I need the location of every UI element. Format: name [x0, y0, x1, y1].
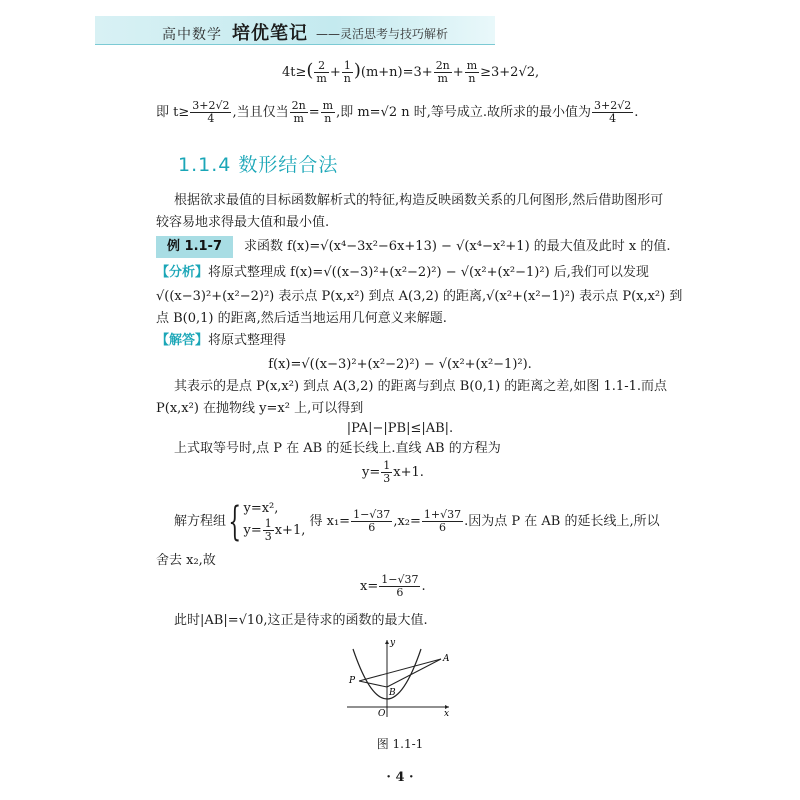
- intro-paragraph-line-1: 根据欲求最值的目标函数解析式的特征,构造反映函数关系的几何图形,然后借助图形可: [174, 193, 664, 208]
- solution-line-4: 舍去 x₂,故: [156, 553, 216, 568]
- fraction: $\frac{1+√37}{6}$: [423, 508, 462, 534]
- label-x: x: [444, 709, 450, 719]
- fraction: $\frac{m}{n}$: [322, 99, 334, 125]
- example-label: 例 1.1-7: [156, 236, 233, 258]
- formula-text: ≥3+2√2,: [480, 65, 540, 80]
- fraction: $\frac{3+2√2}{4}$: [192, 99, 230, 125]
- solution-equation-2: |PA|−|PB|≤|AB|.: [346, 421, 454, 436]
- page-number: · 4 ·: [386, 770, 414, 785]
- label-origin: O: [378, 709, 386, 719]
- figure-caption: 图 1.1-1: [376, 737, 424, 751]
- segment-AB: [387, 659, 441, 687]
- analysis-line-1: 【分析】将原式整理成 f(x)=√((x−3)²+(x²−2)²) − √(x²+(x²−1)²) 后,我们可以发现: [156, 265, 649, 280]
- segment-PB: [359, 681, 387, 687]
- solution-line-2: P(x,x²) 在抛物线 y=x² 上,可以得到: [156, 401, 364, 416]
- label-B: B: [389, 688, 396, 698]
- fraction: $\frac{1}{n}$: [343, 59, 351, 85]
- solution-line-3: 上式取等号时,点 P 在 AB 的延长线上.直线 AB 的方程为: [174, 441, 501, 456]
- segment-PA: [359, 659, 441, 681]
- solution-line-1: 其表示的是点 P(x,x²) 到点 A(3,2) 的距离与到点 B(0,1) 的距离之差,如图 1.1-1.而点: [174, 379, 668, 394]
- intro-paragraph-line-2: 较容易地求得最大值和最小值.: [156, 215, 330, 230]
- fraction: $\frac{2n}{m}$: [291, 99, 306, 125]
- solution-equation-1: f(x)=√((x−3)²+(x²−2)²) − √(x²+(x²−1)²).: [268, 357, 532, 372]
- figure-parabola: [343, 637, 453, 719]
- solution-tag: 【解答】: [156, 333, 209, 348]
- section-title: 1.1.4 数形结合法: [178, 154, 339, 176]
- brace: {: [228, 498, 242, 545]
- equation-system: y=x², y= $\frac{1}{3}$ x+1,: [243, 501, 306, 543]
- fraction: $\frac{1-√37}{6}$: [353, 508, 391, 534]
- y-axis-arrow: [385, 640, 389, 644]
- equation-system-line: 解方程组{ y=x², y= $\frac{1}{3}$ x+1, 得 x₁= $\frac{1-√37}{6}$ ,x₂= $\frac{1+√37}{6}$ .因为点 P 在 AB 的延长线上,所以: [174, 498, 660, 545]
- fraction: $\frac{2}{m}$: [316, 59, 327, 85]
- fraction: $\frac{1-√37}{6}$: [381, 573, 419, 599]
- solution-line-0: 【解答】将原式整理得: [156, 333, 287, 348]
- analysis-tag: 【分析】: [156, 265, 209, 280]
- analysis-line-3: 点 B(0,1) 的距离,然后适当地运用几何意义来解题.: [156, 311, 447, 326]
- fraction: $\frac{3+2√2}{4}$: [594, 99, 632, 125]
- solution-equation-3: y= $\frac{1}{3}$ x+1.: [362, 459, 424, 485]
- header-subject: 高中数学: [162, 27, 222, 43]
- label-y: y: [390, 638, 396, 648]
- formula-line-1: 4t≥( $\frac{2}{m}$ + $\frac{1}{n}$ )(m+n)=3+ $\frac{2n}{m}$ + $\frac{m}{n}$ ≥3+2√2,: [282, 59, 540, 85]
- solution-equation-4: x= $\frac{1-√37}{6}$ .: [360, 573, 426, 599]
- label-A: A: [443, 654, 450, 664]
- formula-text: 4t≥: [282, 65, 307, 80]
- running-header: [0, 10, 800, 46]
- fraction: $\frac{m}{n}$: [466, 59, 478, 85]
- formula-text: (m+n)=3+: [360, 65, 433, 80]
- solution-line-5: 此时|AB|=√10,这正是待求的函数的最大值.: [174, 613, 428, 628]
- fraction: $\frac{1}{3}$: [383, 459, 391, 485]
- analysis-line-2: √((x−3)²+(x²−2)²) 表示点 P(x,x²) 到点 A(3,2) 的距离,√(x²+(x²−1)²) 表示点 P(x,x²) 到: [156, 289, 683, 304]
- figure-svg: [343, 637, 453, 719]
- example-text: 求函数 f(x)=√(x⁴−3x²−6x+13) − √(x⁴−x²+1) 的最大值及此时 x 的值.: [244, 239, 671, 254]
- header-brand: 培优笔记: [232, 23, 308, 44]
- conclusion-line: 即 t≥ $\frac{3+2√2}{4}$ ,当且仅当 $\frac{2n}{m}$ = $\frac{m}{n}$ ,即 m=√2 n 时,等号成立.故所求的最小值为 $\frac{3+2√2}{4}$ .: [156, 99, 639, 125]
- label-P: P: [349, 676, 356, 686]
- header-tagline: ——灵活思考与技巧解析: [316, 27, 449, 41]
- fraction: $\frac{2n}{m}$: [435, 59, 450, 85]
